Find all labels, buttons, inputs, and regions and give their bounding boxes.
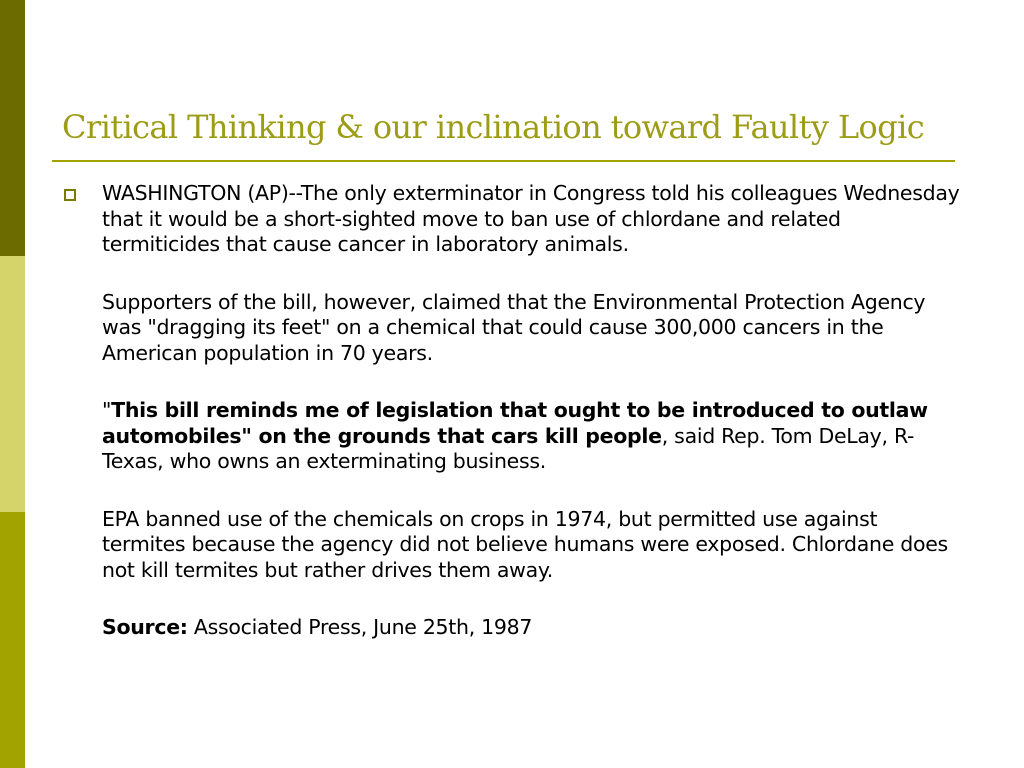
side-accent-bar [0, 0, 25, 768]
side-accent-top [0, 0, 25, 256]
title-underline [52, 160, 955, 162]
slide-title: Critical Thinking & our inclination toward Faulty Logic [62, 108, 925, 146]
slide-body [102, 181, 962, 641]
quote-open-mark: " [102, 398, 112, 422]
paragraph-epa: EPA banned use of the chemicals on crops in 1974, but permitted use against termites because the agency did not believe humans were exposed. Chlordane does not kill termites but rather drives them away. [102, 506, 948, 582]
quote-bold-text: This bill reminds me of legislation that ought to be introduced to outlaw automobiles" on the grounds that cars kill people [102, 398, 928, 448]
source-text: Associated Press, June 25th, 1987 [187, 615, 533, 639]
source-label: Source: [102, 615, 188, 639]
paragraph-intro: WASHINGTON (AP)--The only exterminator in Congress told his colleagues Wednesday that it would be a short-sighted move to ban use of chlordane and related termiticides that cause cancer in laboratory animals. [102, 181, 960, 256]
hollow-square-bullet-icon [64, 189, 76, 201]
paragraph-quote [102, 398, 962, 475]
source-line [102, 615, 962, 641]
side-accent-bottom [0, 512, 25, 768]
paragraph-supporters: Supporters of the bill, however, claimed that the Environmental Protection Agency was "dragging its feet" on a chemical that could cause 300,000 cancers in the American population in 70 years. [102, 289, 926, 365]
side-accent-middle [0, 256, 25, 512]
quote-attribution: , said Rep. Tom DeLay, R-Texas, who owns an exterminating business. [102, 423, 915, 473]
